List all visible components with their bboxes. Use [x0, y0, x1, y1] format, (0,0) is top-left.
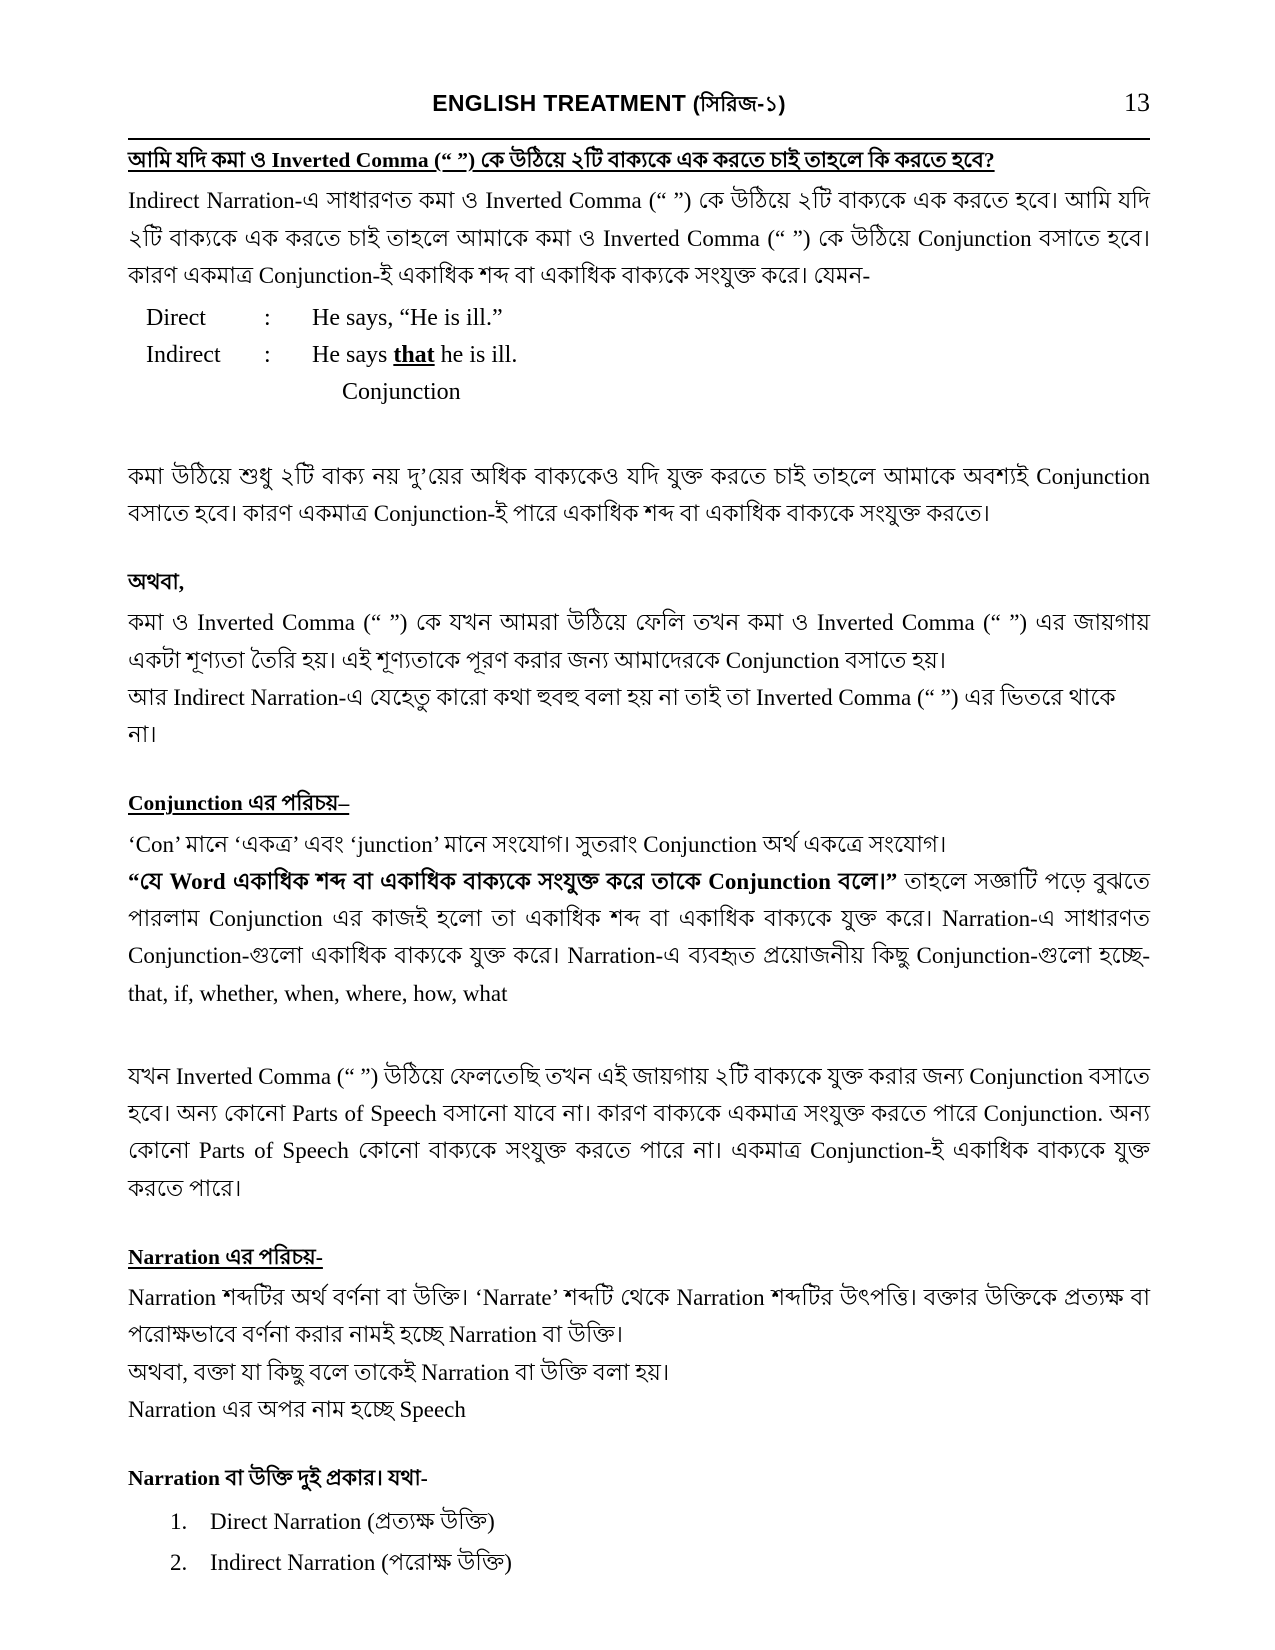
conjunction-section-heading: Conjunction এর পরিচয়– [128, 791, 350, 816]
parts-of-speech-paragraph: যখন Inverted Comma (“ ”) উঠিয়ে ফেলতেছি তখন এই জায়গায় ২টি বাক্যকে যুক্ত করার জন্য Conjunction বসাতে হবে। অন্য কোনো Parts of Speech বসানো যাবে না। কারণ বাক্যকে একমাত্র সংযুক্ত করতে পারে Conjunction. অন্য কোনো Parts of Speech কোনো বাক্যকে সংযুক্ত করতে পারে না। একমাত্র Conjunction-ই একাধিক বাক্যকে যুক্ত করতে পারে। [128, 1063, 1150, 1201]
narration-paragraph-1: Narration শব্দটির অর্থ বর্ণনা বা উক্তি। ‘Narrate’ শব্দটি থেকে Narration শব্দটির উৎপত্তি। বক্তার উক্তিকে প্রত্যক্ষ বা পরোক্ষভাবে বর্ণনা করার নামই হচ্ছে Narration বা উক্তি। [128, 1285, 1150, 1348]
spacer [128, 532, 1150, 562]
indirect-sentence-suffix: he is ill. [434, 342, 518, 369]
page-header [128, 88, 1150, 130]
indirect-sentence-prefix: He says [312, 342, 394, 369]
spacer [128, 412, 1150, 458]
example-row-direct [146, 300, 1150, 337]
conjunction-definition-paragraph [128, 863, 1150, 1012]
spacer [128, 1012, 1150, 1058]
question-body-paragraph: Indirect Narration-এ সাধারণত কমা ও Inverted Comma (“ ”) কে উঠিয়ে ২টি বাক্যকে এক করতে হবে। আমি যদি ২টি বাক্যকে এক করতে চাই তাহলে আমাকে কমা ও Inverted Comma (“ ”) কে উঠিয়ে Conjunction বসাতে হবে। কারণ একমাত্র Conjunction-ই একাধিক শব্দ বা একাধিক বাক্যকে সংযুক্ত করে। যেমন- [128, 188, 1150, 288]
spacer [128, 1207, 1150, 1237]
narration-paragraph-3: Narration এর অপর নাম হচ্ছে Speech [128, 1396, 466, 1422]
header-divider [128, 138, 1150, 140]
example-row-indirect [146, 337, 1150, 374]
alternative-paragraph-2: আর Indirect Narration-এ যেহেতু কারো কথা হুবহু বলা হয় না তাই তা Inverted Comma (“ ”) এর ভিতরে থাকে না। [128, 684, 1116, 748]
conjunction-caption: Conjunction [342, 379, 461, 406]
conjunction-definition-explanation: তাহলে সজ্ঞাটি পড়ে বুঝতে পারলাম Conjunction এর কাজই হলো তা একাধিক শব্দ বা একাধিক বাক্যকে যুক্ত করে। Narration-এ সাধারণত Conjunction-গুলো একাধিক বাক্যকে যুক্ত করে। Narration-এ ব্যবহৃত প্রয়োজনীয় কিছু Conjunction-গুলো হচ্ছে- that, if, whether, when, where, how, what [128, 868, 1150, 1006]
conjunction-definition-quote: “যে Word একাধিক শব্দ বা একাধিক বাক্যকে সংযুক্ত করে তাকে Conjunction বলে।” [128, 868, 898, 894]
list-item [128, 1502, 1150, 1542]
alternative-paragraph-1: কমা ও Inverted Comma (“ ”) কে যখন আমরা উঠিয়ে ফেলি তখন কমা ও Inverted Comma (“ ”) এর জায়গায় একটা শূণ্যতা তৈরি হয়। এই শূণ্যতাকে পূরণ করার জন্য আমাদেরকে Conjunction বসাতে হয়। [128, 610, 1150, 673]
narration-example-block [146, 300, 1150, 412]
narration-paragraph-2: অথবা, বক্তা যা কিছু বলে তাকেই Narration বা উক্তি বলা হয়। [128, 1359, 670, 1385]
list-item [128, 1543, 1150, 1583]
indirect-sentence [312, 337, 1150, 374]
list-item-index: 2. [170, 1549, 188, 1575]
list-item-label: Indirect Narration (পরোক্ষ উক্তি) [210, 1549, 512, 1575]
conjunction-keyword: that [393, 342, 435, 369]
header-title-series: (সিরিজ-১) [692, 93, 786, 116]
spacer [128, 753, 1150, 783]
direct-label: Direct [146, 305, 206, 331]
spacer [128, 1428, 1150, 1458]
narration-types-list [128, 1502, 1150, 1583]
page-content [128, 88, 1150, 1583]
list-item-label: Direct Narration (প্রত্যক্ষ উক্তি) [210, 1509, 495, 1535]
direct-sentence: He says, “He is ill.” [312, 305, 503, 331]
conjunction-meaning-line: ‘Con’ মানে ‘একত্র’ এবং ‘junction’ মানে সংযোগ। সুতরাং Conjunction অর্থ একত্রে সংযোগ। [128, 831, 947, 857]
question-heading: আমি যদি কমা ও Inverted Comma (“ ”) কে উঠিয়ে ২টি বাক্যকে এক করতে চাই তাহলে কি করতে হবে? [128, 148, 995, 172]
multi-sentence-paragraph: কমা উঠিয়ে শুধু ২টি বাক্য নয় দু’য়ের অধিক বাক্যকেও যদি যুক্ত করতে চাই তাহলে আমাকে অবশ্যই Conjunction বসাতে হবে। কারণ একমাত্র Conjunction-ই পারে একাধিক শব্দ বা একাধিক বাক্যকে সংযুক্ত করতে। [128, 463, 1150, 526]
header-title [128, 88, 1150, 123]
alternative-label: অথবা, [128, 570, 185, 595]
page-number: 13 [1124, 88, 1150, 117]
narration-section-heading: Narration এর পরিচয়- [128, 1244, 323, 1269]
direct-colon: : [264, 305, 271, 331]
narration-types-heading: Narration বা উক্তি দুই প্রকার। যথা- [128, 1466, 428, 1491]
indirect-label: Indirect [146, 342, 221, 369]
indirect-colon: : [264, 342, 271, 369]
list-item-index: 1. [170, 1509, 188, 1535]
header-title-main: ENGLISH TREATMENT [432, 90, 687, 116]
